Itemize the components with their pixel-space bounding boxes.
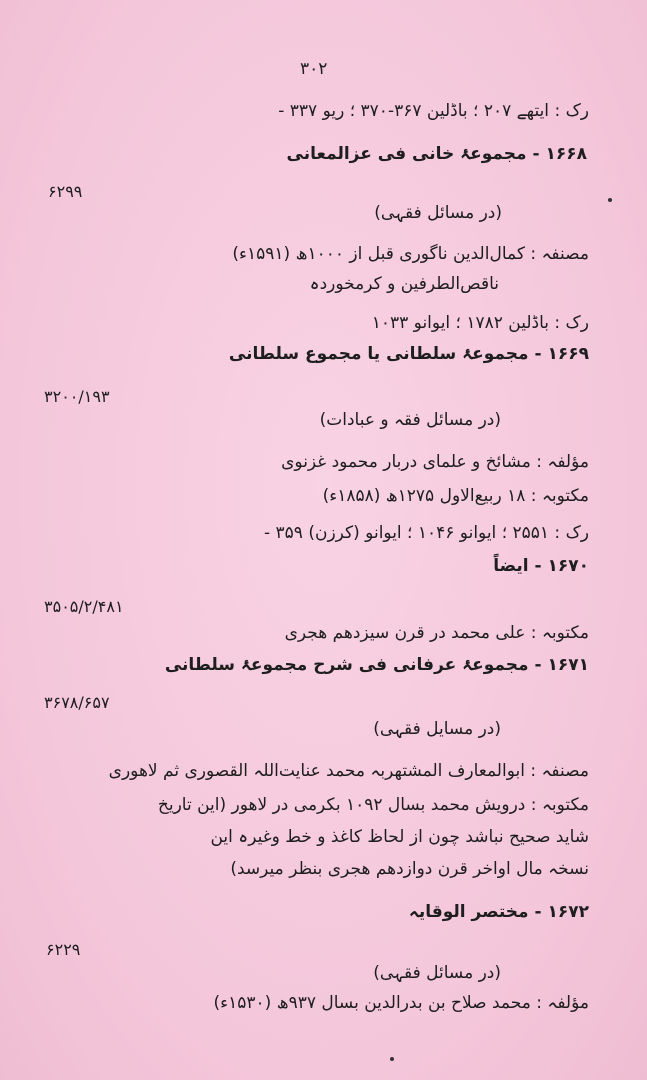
entry-title-1669: ۱۶۶۹ - مجموعۂ سلطانی یا مجموع سلطانی [228, 344, 589, 364]
entry-code-1669: ۳۲۰۰/۱۹۳ [44, 387, 110, 406]
entry-subject-1668: (در مسائل فقہی) [374, 203, 502, 223]
ink-speck [390, 1057, 394, 1061]
entry-subject-1669: (در مسائل فقہ و عبادات) [319, 410, 501, 430]
reference-line: رک : ایتھے ۲۰۷ ؛ باڈلین ۳۶۷-۳۷۰ ؛ ریو ۳۳۷ - [278, 101, 589, 121]
entry-date-1669: مکتوبہ : ۱۸ ربیع‌الاول ۱۲۷۵ھ (۱۸۵۸ء) [322, 486, 589, 506]
entry-title-1672: ۱۶۷۲ - مختصر الوقایہ [408, 902, 589, 922]
entry-title-1670: ۱۶۷۰ - ایضاً [493, 556, 589, 576]
ink-speck [608, 198, 612, 202]
entry-code-1671: ۳۶۷۸/۶۵۷ [44, 693, 110, 712]
entry-code-1672: ۶۲۲۹ [46, 940, 81, 959]
entry-code-1668: ۶۲۹۹ [48, 182, 83, 201]
entry-reference-1669: رک : ۲۵۵۱ ؛ ایوانو ۱۰۴۶ ؛ ایوانو (کرزن) ۳۵۹ - [263, 523, 589, 543]
entry-title-1671: ۱۶۷۱ - مجموعۂ عرفانی فی شرح مجموعۂ سلطانی [164, 655, 589, 675]
entry-date-1670: مکتوبہ : علی محمد در قرن سیزدھم ھجری [284, 623, 589, 643]
entry-author-1671: مصنفہ : ابوالمعارف المشتھربہ محمد عنایت‌اللہ القصوری ثم لاھوری [108, 761, 589, 781]
entry-code-1670: ۳۵۰۵/۲/۴۸۱ [44, 597, 124, 616]
entry-note-1668: ناقص‌الطرفین و کرمخوردہ [309, 274, 499, 294]
entry-author-1672: مؤلفہ : محمد صلاح بن بدرالدین بسال ۹۳۷ھ (۱۵۳۰ء) [213, 993, 589, 1013]
page-number: ۳۰۲ [300, 59, 328, 79]
entry-author-1668: مصنفہ : کمال‌الدین ناگوری قبل از ۱۰۰۰ھ (۱۵۹۱ء) [232, 244, 589, 264]
entry-author-1669: مؤلفہ : مشائخ و علمای دربار محمود غزنوی [281, 452, 589, 472]
entry-reference-1668: رک : باڈلین ۱۷۸۲ ؛ ایوانو ۱۰۳۳ [371, 313, 589, 333]
entry-date-1671-cont2: نسخہ مال اواخر قرن دوازدھم ھجری بنظر میرسد) [230, 859, 589, 879]
entry-subject-1671: (در مسایل فقہی) [373, 719, 501, 739]
entry-title-1668: ۱۶۶۸ - مجموعۂ خانی فی عزالمعانی [286, 144, 587, 164]
entry-date-1671: مکتوبہ : درویش محمد بسال ۱۰۹۲ بکرمی در لاھور (این تاریخ [157, 795, 589, 815]
entry-date-1671-cont: شاید صحیح نباشد چون از لحاظ کاغذ و خط وغیرہ این [210, 827, 589, 847]
entry-subject-1672: (در مسائل فقہی) [373, 963, 501, 983]
